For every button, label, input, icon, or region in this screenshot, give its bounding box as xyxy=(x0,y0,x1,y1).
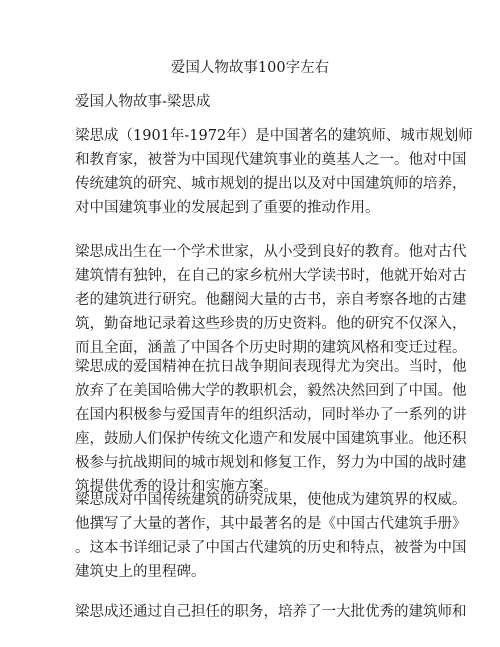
document-subtitle: 爱国人物故事-梁思成 xyxy=(75,94,211,110)
paragraph-early-life xyxy=(75,240,467,360)
paragraph-line: 对中国建筑事业的发展起到了重要的推动作用。 xyxy=(75,200,380,216)
paragraph-line: 筑提供优秀的设计和实施方案。 xyxy=(75,479,278,495)
paragraph-line: 梁思成的爱国精神在抗日战争期间表现得尤为突出。当时，他 xyxy=(75,359,467,375)
paragraph-works xyxy=(75,488,467,584)
paragraph-line: 极参与抗战期间的城市规划和修复工作，努力为中国的战时建 xyxy=(75,455,467,471)
paragraph-line: 。这本书详细记录了中国古代建筑的历史和特点，被誉为中国 xyxy=(75,540,467,556)
paragraph-line: 梁思成还通过自己担任的职务，培养了一大批优秀的建筑师和 xyxy=(75,604,467,620)
paragraph-line: 老的建筑进行研究。他翻阅大量的古书，亲自考察各地的古建 xyxy=(75,292,467,308)
paragraph-line: 和教育家，被誉为中国现代建筑事业的奠基人之一。他对中国 xyxy=(75,152,467,168)
paragraph-intro xyxy=(75,124,473,220)
paragraph-line: 在国内积极参与爱国青年的组织活动，同时举办了一系列的讲 xyxy=(75,407,467,423)
paragraph-line: 梁思成出生在一个学术世家，从小受到良好的教育。他对古代 xyxy=(75,244,467,260)
paragraph-line: 建筑史上的里程碑。 xyxy=(75,564,206,580)
paragraph-line: 而且全面，涵盖了中国各个历史时期的建筑风格和变迁过程。 xyxy=(75,340,467,356)
paragraph-line: 建筑情有独钟，在自己的家乡杭州大学读书时，他就开始对古 xyxy=(75,268,467,284)
paragraph-line: 座，鼓励人们保护传统文化遗产和发展中国建筑事业。他还积 xyxy=(75,431,467,447)
paragraph-teaching xyxy=(75,600,467,624)
paragraph-line: 筑，勤奋地记录着这些珍贵的历史资料。他的研究不仅深入， xyxy=(75,316,467,332)
paragraph-line: 放弃了在美国哈佛大学的教职机会，毅然决然回到了中国。他 xyxy=(75,383,467,399)
paragraph-patriotism xyxy=(75,355,467,499)
document-title: 爱国人物故事100字左右 xyxy=(170,60,330,76)
paragraph-line: 传统建筑的研究、城市规划的提出以及对中国建筑师的培养， xyxy=(75,176,467,192)
paragraph-line: 他撰写了大量的著作，其中最著名的是《中国古代建筑手册》 xyxy=(75,516,467,532)
paragraph-line: 梁思成（1901年-1972年）是中国著名的建筑师、城市规划师 xyxy=(75,128,473,144)
paragraph-line: 梁思成对中国传统建筑的研究成果，使他成为建筑界的权威。 xyxy=(75,492,467,508)
